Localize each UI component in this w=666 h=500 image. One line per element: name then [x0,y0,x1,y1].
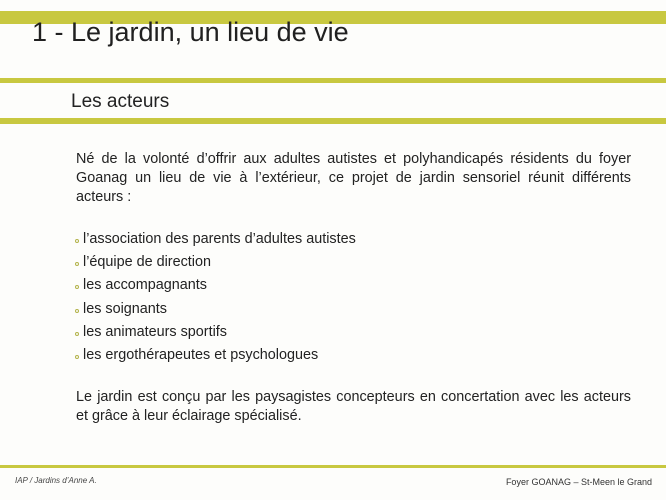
actors-list [76,230,631,365]
circle-bullet-icon [75,309,79,313]
list-item [76,346,631,365]
circle-bullet-icon [75,239,79,243]
list-item [76,230,631,249]
footer-organization: Foyer GOANAG – St-Meen le Grand [505,477,652,487]
list-item [76,276,631,295]
list-item-text: les accompagnants [83,277,207,294]
list-item-text: les animateurs sportifs [83,323,227,340]
list-item-text: l’équipe de direction [83,254,212,271]
title-divider [0,78,666,83]
intro-paragraph: Né de la volonté d’offrir aux adultes autistes et polyhandicapés résidents du foyer Goanag un lieu de vie à l’extérieur, ce projet de jardin sensoriel réunit différents acteurs : [76,151,631,205]
list-item-text: l’association des parents d’adultes autistes [83,231,356,247]
footer-author: IAP / Jardins d’Anne A. [15,476,97,485]
list-item [76,323,631,342]
footer-divider [0,465,666,468]
circle-bullet-icon [75,332,79,336]
list-item [76,253,631,272]
list-item-text: les ergothérapeutes et psychologues [83,346,319,363]
circle-bullet-icon [75,355,79,359]
closing-paragraph: Le jardin est conçu par les paysagistes concepteurs en concertation avec les acteurs et grâce à leur éclairage spécialisé. [76,388,631,424]
slide-body [76,150,631,426]
circle-bullet-icon [75,262,79,266]
slide-subtitle: Les acteurs [71,91,170,112]
subtitle-divider [0,118,666,124]
list-item [76,300,631,319]
list-item-text: les soignants [83,300,167,317]
slide-title: 1 - Le jardin, un lieu de vie [32,17,349,47]
circle-bullet-icon [75,285,79,289]
